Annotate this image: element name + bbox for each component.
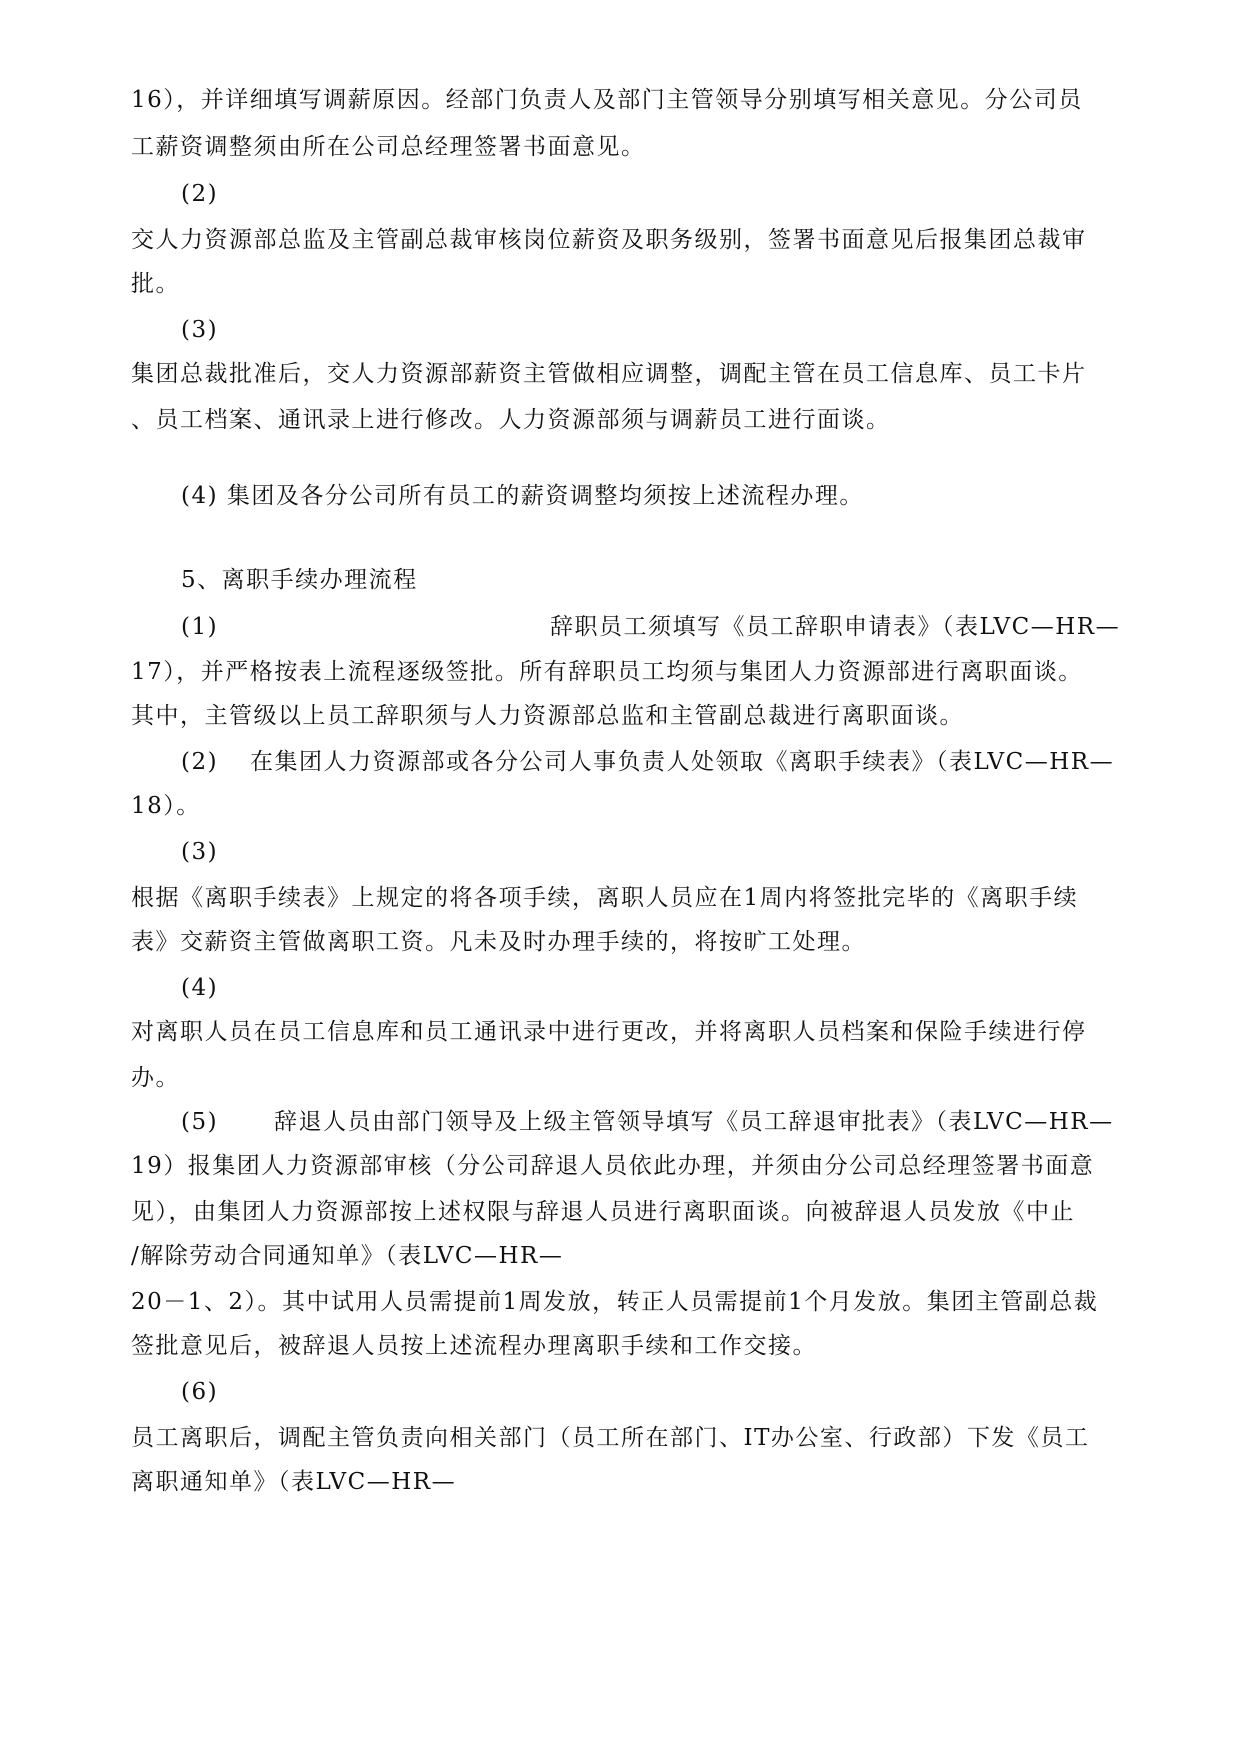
item-number: (1) bbox=[181, 614, 219, 640]
text-line: 集团总裁批准后，交人力资源部薪资主管做相应调整，调配主管在员工信息库、员工卡片 bbox=[131, 361, 1087, 387]
item-number: (3) bbox=[181, 839, 219, 865]
item-number: (6) bbox=[181, 1379, 219, 1405]
text-line: 表》交薪资主管做离职工资。凡未及时办理手续的，将按旷工处理。 bbox=[131, 929, 866, 955]
text-line: (4) 集团及各分公司所有员工的薪资调整均须按上述流程办理。 bbox=[181, 483, 864, 509]
text-line: /解除劳动合同通知单》（表LVC—HR— bbox=[131, 1243, 564, 1269]
item-number: (2) bbox=[181, 749, 219, 775]
text-line: 20－1、2）。其中试用人员需提前1周发放，转正人员需提前1个月发放。集团主管副总裁 bbox=[131, 1289, 1099, 1315]
item-number: (3) bbox=[181, 317, 219, 343]
text-line: 交人力资源部总监及主管副总裁审核岗位薪资及职务级别，签署书面意见后报集团总裁审 bbox=[131, 227, 1087, 253]
text-line: 见），由集团人力资源部按上述权限与辞退人员进行离职面谈。向被辞退人员发放《中止 bbox=[131, 1199, 1075, 1225]
item-number: (5) bbox=[181, 1109, 219, 1135]
item-number: (4) bbox=[181, 975, 219, 1001]
section-heading: 5、离职手续办理流程 bbox=[181, 567, 418, 593]
text-line: 员工离职后，调配主管负责向相关部门（员工所在部门、IT办公室、行政部）下发《员工 bbox=[131, 1425, 1090, 1451]
text-line: 工薪资调整须由所在公司总经理签署书面意见。 bbox=[131, 134, 646, 160]
text-line: 19）报集团人力资源部审核（分公司辞退人员依此办理，并须由分公司总经理签署书面意 bbox=[131, 1153, 1095, 1179]
text-line: 18）。 bbox=[131, 793, 201, 819]
text-line: 辞退人员由部门领导及上级主管领导填写《员工辞退审批表》（表LVC—HR— bbox=[274, 1109, 1114, 1135]
text-line: 17），并严格按表上流程逐级签批。所有辞职员工均须与集团人力资源部进行离职面谈。 bbox=[131, 659, 1083, 685]
text-line: 16），并详细填写调薪原因。经部门负责人及部门主管领导分别填写相关意见。分公司员 bbox=[131, 87, 1083, 113]
item-number: (2) bbox=[181, 181, 219, 207]
text-line: 签批意见后，被辞退人员按上述流程办理离职手续和工作交接。 bbox=[131, 1333, 817, 1359]
text-line: 对离职人员在员工信息库和员工通讯录中进行更改，并将离职人员档案和保险手续进行停 bbox=[131, 1019, 1087, 1045]
text-line: 根据《离职手续表》上规定的将各项手续，离职人员应在1周内将签批完毕的《离职手续 bbox=[131, 885, 1079, 911]
text-line: 其中，主管级以上员工辞职须与人力资源部总监和主管副总裁进行离职面谈。 bbox=[131, 703, 964, 729]
text-line: 批。 bbox=[131, 271, 180, 297]
text-line: 离职通知单》（表LVC—HR— bbox=[131, 1469, 457, 1495]
text-line: 在集团人力资源部或各分公司人事负责人处领取《离职手续表》（表LVC—HR— bbox=[250, 749, 1115, 775]
text-line: 、员工档案、通讯录上进行修改。人力资源部须与调薪员工进行面谈。 bbox=[131, 407, 891, 433]
text-line: 辞职员工须填写《员工辞职申请表》（表LVC—HR— bbox=[550, 614, 1121, 640]
text-line: 办。 bbox=[131, 1065, 180, 1091]
